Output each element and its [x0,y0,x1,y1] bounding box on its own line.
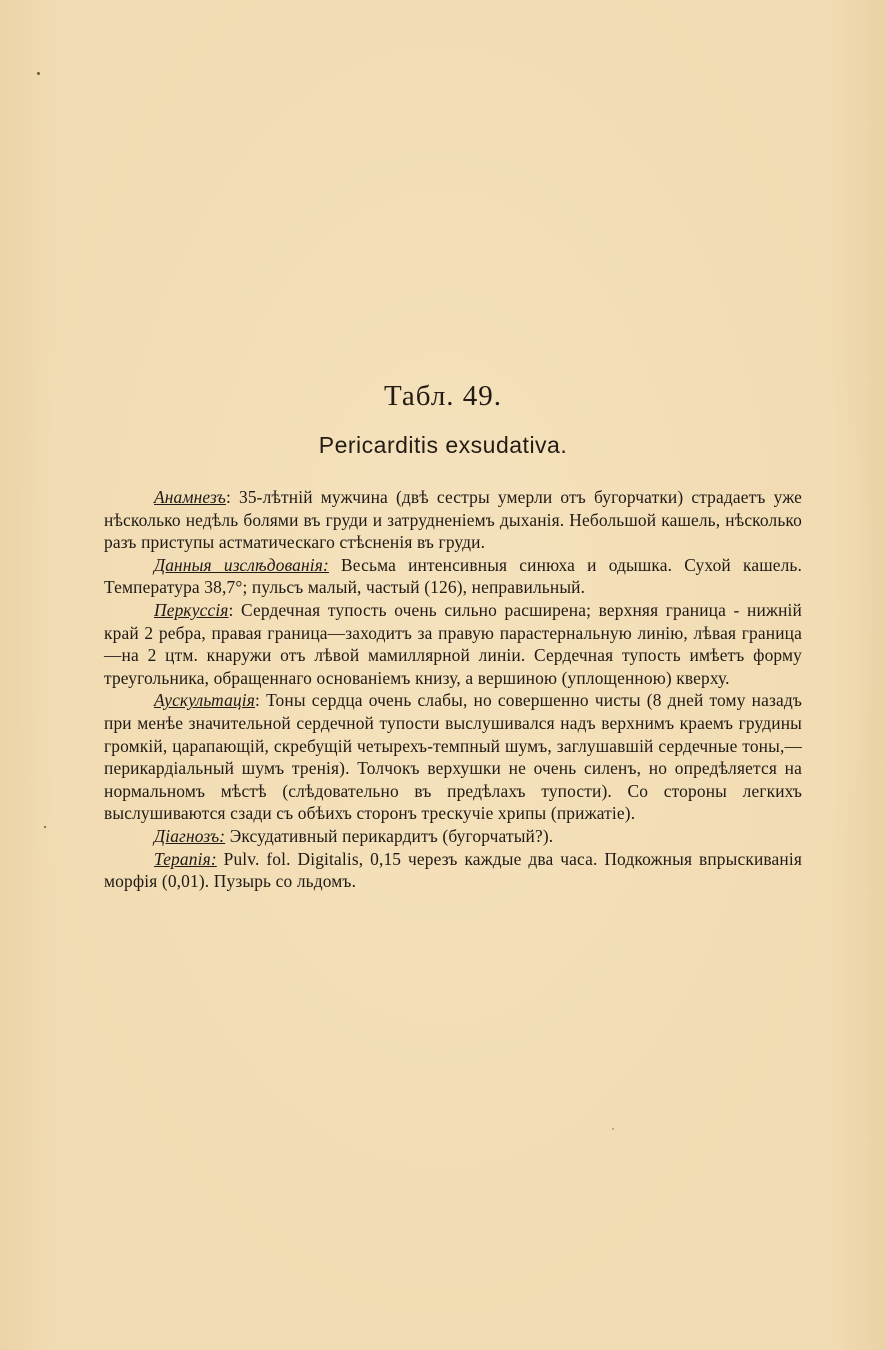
examination-text: Весьма интенсивныя синюха и одышка. Сухой кашель. Температура 38,7°; пульсъ малый, частый (126), неправильный. [104,554,803,598]
paper-speck [612,1128,614,1130]
diagnosis-label: Діагнозъ: [154,825,226,846]
percussion-paragraph [104,599,802,689]
auscultation-label: Аускультація [154,690,256,711]
paper-speck [44,826,46,828]
percussion-text: : Сердечная тупость очень сильно расширена; верхняя граница - нижній край 2 ребра, правая граница—заходитъ за правую парастернальную линію, лѣвая граница—на 2 цтм. кнаружи отъ лѣвой мамиллярной линіи. Сердечная тупость имѣетъ форму треугольника, обращеннаго основаніемъ книзу, а вершиною (уплощенною) кверху. [104,599,802,688]
therapy-label: Терапія: [154,848,217,869]
plate-title: Табл. 49. [383,380,503,412]
plate-subtitle: Pericarditis exsudativa. [318,432,568,458]
examination-paragraph [104,554,802,599]
auscultation-paragraph [104,689,802,825]
diagnosis-paragraph [104,825,802,848]
anamnesis-label: Анамнезъ [154,487,226,507]
therapy-text: Pulv. fol. Digitalis, 0,15 черезъ каждые два часа. Подкожныя впрыскиванія морфія (0,01). Пузырь со льдомъ. [104,848,802,892]
auscultation-text: : Тоны сердца очень слабы, но совершенно чисты (8 дней тому назадъ при менѣе значительной сердечной тупости выслушивался надъ верхнимъ краемъ грудины громкій, царапающій, скребущій четырехъ-темпный шумъ, заглушавшій сердечные тоны,—перикардіальный шумъ тренія). Толчокъ верхушки не очень силенъ, но опредѣляется на нормальномъ мѣстѣ (слѣдовательно въ предѣлахъ тупости). Со стороны легкихъ выслушиваются сзади съ обѣихъ сторонъ трескучіе хрипы (прижатіе). [104,690,802,824]
diagnosis-text: Эксудативный перикардитъ (бугорчатый?). [225,825,554,846]
case-description [104,486,802,893]
examination-label: Данныя изслѣдованія: [154,554,329,575]
therapy-paragraph [104,848,802,893]
paper-speck [37,72,40,75]
percussion-label: Перкуссія [154,599,229,620]
anamnesis-paragraph [104,486,802,554]
anamnesis-text: : 35-лѣтній мужчина (двѣ сестры умерли отъ бугорчатки) страдаетъ уже нѣсколько недѣль болями въ груди и затрудненіемъ дыханія. Небольшой кашель, нѣсколько разъ приступы астматическаго стѣсненія въ груди. [104,487,802,553]
